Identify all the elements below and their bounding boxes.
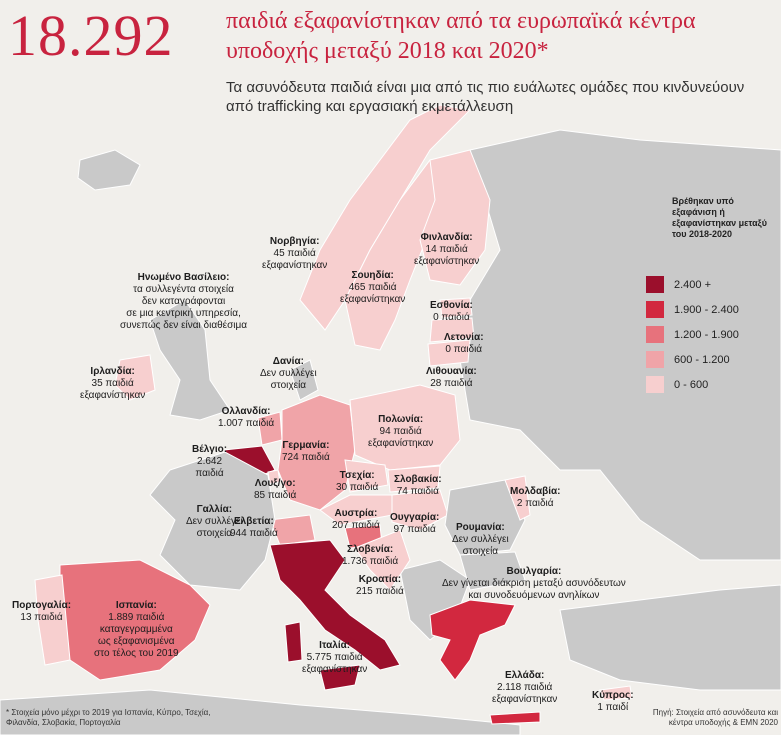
legend-item bbox=[646, 326, 739, 343]
label-france: Γαλλία: Δεν συλλέγει στοιχεία bbox=[186, 504, 243, 539]
legend-label: 1.200 - 1.900 bbox=[674, 328, 739, 341]
label-cyprus: Κύπρος: 1 παιδί bbox=[592, 690, 634, 713]
source-note: Πηγή: Στοιχεία από ασυνόδευτα και κέντρα υποδοχής & EMN 2020 bbox=[652, 708, 778, 727]
region-crete[interactable] bbox=[490, 712, 540, 724]
legend-item bbox=[646, 276, 711, 293]
label-moldova: Μολδαβία: 2 παιδιά bbox=[510, 486, 561, 509]
label-croatia: Κροατία: 215 παιδιά bbox=[356, 574, 404, 597]
label-denmark: Δανία: Δεν συλλέγει στοιχεία bbox=[260, 356, 317, 391]
label-ireland: Ιρλανδία: 35 παιδιά εξαφανίστηκαν bbox=[80, 366, 146, 401]
label-poland: Πολωνία: 94 παιδιά εξαφανίστηκαν bbox=[368, 414, 434, 449]
label-bulgaria: Βουλγαρία: Δεν γίνεται διάκριση μεταξύ ασυνόδευτων και συνοδευόμενων ανηλίκων bbox=[442, 566, 626, 601]
legend-item bbox=[646, 301, 739, 318]
label-lithuania: Λιθουανία: 28 παιδιά bbox=[426, 366, 477, 389]
label-slovenia: Σλοβενία: 1.736 παιδιά bbox=[342, 544, 399, 567]
label-austria: Αυστρία: 207 παιδιά bbox=[332, 508, 380, 531]
label-belgium: Βέλγιο: 2.642 παιδιά bbox=[192, 444, 228, 479]
region-sardinia[interactable] bbox=[285, 622, 302, 662]
legend-label: 0 - 600 bbox=[674, 378, 709, 391]
label-romania: Ρουμανία: Δεν συλλέγει στοιχεία bbox=[452, 522, 509, 557]
legend-label: 1.900 - 2.400 bbox=[674, 303, 739, 316]
label-czechia: Τσεχία: 30 παιδιά bbox=[336, 470, 379, 493]
legend-swatch bbox=[646, 351, 664, 368]
headline-text: παιδιά εξαφανίστηκαν από τα ευρωπαϊκά κέντρα υποδοχής μεταξύ 2018 και 2020* bbox=[226, 8, 696, 64]
legend-swatch bbox=[646, 326, 664, 343]
region-greece[interactable] bbox=[430, 600, 515, 680]
label-norway: Νορβηγία: 45 παιδιά εξαφανίστηκαν bbox=[262, 236, 328, 271]
legend-swatch bbox=[646, 276, 664, 293]
legend-label: 600 - 1.200 bbox=[674, 353, 730, 366]
legend-label: 2.400 + bbox=[674, 278, 712, 291]
label-italy: Ιταλία: 5.775 παιδιά εξαφανίστηκαν bbox=[302, 640, 368, 675]
subheadline: Τα ασυνόδευτα παιδιά είναι μια από τις πιο ευάλωτες ομάδες που κινδυνεύουν από trafficking και εργασιακή εκμετάλλευση bbox=[226, 79, 745, 115]
label-portugal: Πορτογαλία: 13 παιδιά bbox=[12, 600, 72, 623]
legend-title: Βρέθηκαν υπό εξαφάνιση ή εξαφανίστηκαν μεταξύ του 2018-2020 bbox=[672, 196, 767, 239]
legend-item bbox=[646, 351, 730, 368]
footnote: * Στοιχεία μόνο μέχρι το 2019 για Ισπανία, Κύπρο, Τσεχία, Φιλανδία, Σλοβακία, Πορτογαλία bbox=[6, 708, 211, 727]
label-latvia: Λετονία: 0 παιδιά bbox=[444, 332, 484, 355]
legend-swatch bbox=[646, 301, 664, 318]
label-finland: Φινλανδία: 14 παιδιά εξαφανίστηκαν bbox=[414, 232, 480, 267]
legend-item bbox=[646, 376, 708, 393]
legend-swatch bbox=[646, 376, 664, 393]
label-estonia: Εσθονία: 0 παιδιά bbox=[430, 300, 473, 323]
label-sweden: Σουηδία: 465 παιδιά εξαφανίστηκαν bbox=[340, 270, 406, 305]
label-netherlands: Ολλανδία: 1.007 παιδιά bbox=[218, 406, 275, 429]
label-uk: Ηνωμένο Βασίλειο: τα συλλεγέντα στοιχεία δεν καταγράφονται σε μια κεντρική υπηρεσία, συνεπώς δεν είναι διαθέσιμα bbox=[120, 272, 248, 331]
label-switzerland: Ελβετία: 944 παιδιά bbox=[230, 516, 278, 539]
label-spain: Ισπανία: 1.889 παιδιά καταγεγραμμένα ως εξαφανισμένα στο τέλος του 2019 bbox=[94, 600, 179, 659]
label-greece: Ελλάδα: 2.118 παιδιά εξαφανίστηκαν bbox=[492, 670, 558, 705]
label-hungary: Ουγγαρία: 97 παιδιά bbox=[390, 512, 440, 535]
label-germany: Γερμανία: 724 παιδιά bbox=[282, 440, 330, 463]
label-slovakia: Σλοβακία: 74 παιδιά bbox=[394, 474, 442, 497]
land-iceland bbox=[78, 150, 140, 190]
label-luxembourg: Λουξ/γο: 85 παιδιά bbox=[254, 478, 297, 501]
headline-number: 18.292 bbox=[8, 3, 174, 68]
